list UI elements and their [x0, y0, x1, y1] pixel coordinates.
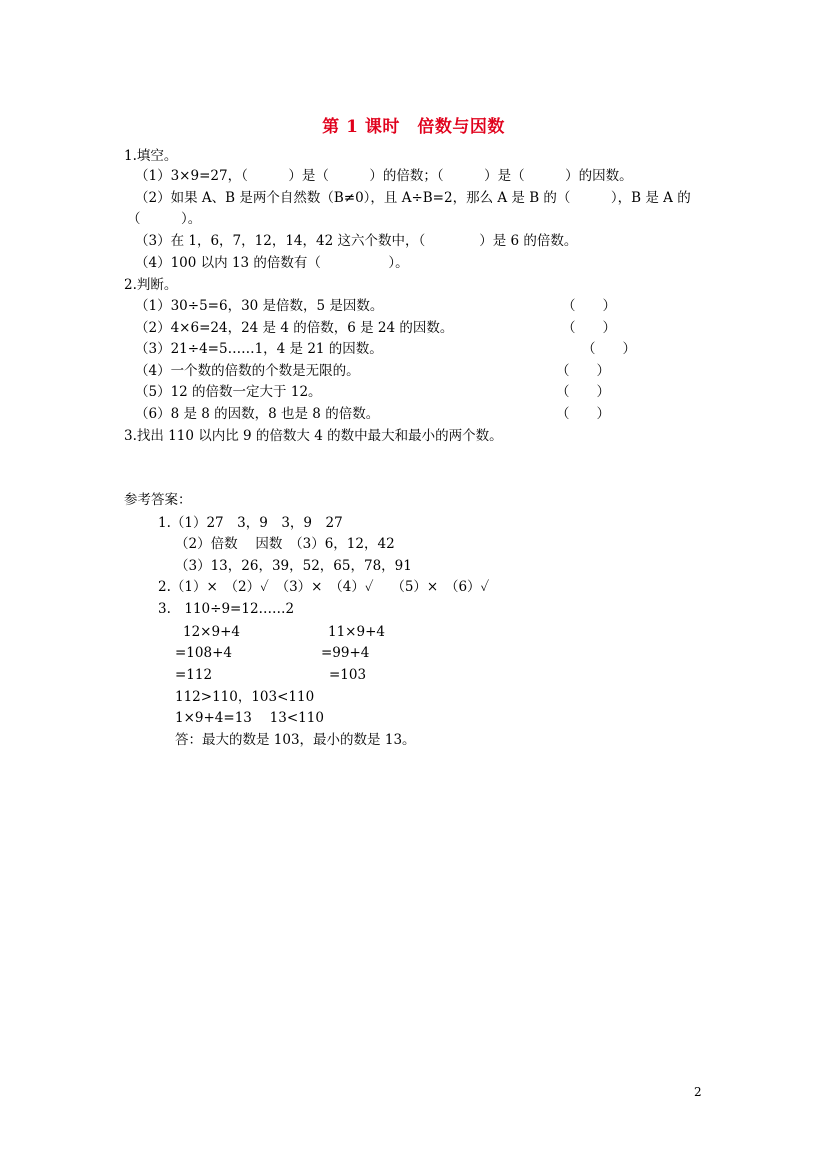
judge-answer-blank-1: （ ）	[562, 298, 616, 314]
judge-answer-blank-3: （ ）	[582, 341, 636, 357]
answer-1-line-2: （2）倍数 因数 （3）6，12，42	[175, 536, 395, 552]
calc-min-step-1: 11×9+4	[328, 624, 385, 640]
calc-max-step-3: =112	[175, 667, 213, 683]
fill-question-2a: （2）如果 A、B 是两个自然数（B≠0），且 A÷B=2，那么 A 是 B 的（ ），B 是 A 的	[135, 190, 691, 206]
judge-item-3: （3）21÷4=5……1，4 是 21 的因数。	[135, 341, 383, 357]
answer-2: 2.（1）× （2）✓ （3）× （4）✓ （5）× （6）✓	[158, 579, 490, 595]
answer-conclusion: 答：最大的数是 103，最小的数是 13。	[175, 732, 416, 748]
answer-smallest-check: 1×9+4=13 13<110	[175, 710, 324, 726]
judge-answer-blank-5: （ ）	[556, 384, 610, 400]
page-title: 第 1 课时 倍数与因数	[322, 117, 505, 137]
judge-answer-blank-2: （ ）	[562, 320, 616, 336]
judge-item-4: （4）一个数的倍数的个数是无限的。	[135, 363, 360, 379]
calc-min-step-3: =103	[329, 667, 367, 683]
fill-question-1: （1）3×9=27，（ ）是（ ）的倍数；（ ）是（ ）的因数。	[135, 168, 633, 184]
judge-item-1: （1）30÷5=6，30 是倍数，5 是因数。	[135, 298, 384, 314]
fill-question-4: （4）100 以内 13 的倍数有（ ）。	[135, 255, 409, 271]
answers-heading: 参考答案：	[124, 492, 192, 508]
calc-max-step-2: =108+4	[175, 645, 232, 661]
page-number: 2	[694, 1085, 702, 1099]
calc-min-step-2: =99+4	[321, 645, 370, 661]
answer-comparison: 112>110，103<110	[175, 689, 315, 705]
section1-heading: 1.填空。	[124, 148, 178, 164]
judge-answer-blank-6: （ ）	[556, 406, 610, 422]
judge-answer-blank-4: （ ）	[556, 363, 610, 379]
answer-3-division: 3. 110÷9=12……2	[158, 601, 295, 617]
judge-item-2: （2）4×6=24，24 是 4 的倍数，6 是 24 的因数。	[135, 320, 454, 336]
judge-item-5: （5）12 的倍数一定大于 12。	[135, 384, 322, 400]
answer-1-line-1: 1.（1）27 3，9 3，9 27	[158, 515, 343, 531]
judge-item-6: （6）8 是 8 的因数，8 也是 8 的倍数。	[135, 406, 380, 422]
answer-1-line-3: （3）13，26，39，52，65，78，91	[175, 558, 412, 574]
calc-max-step-1: 12×9+4	[183, 624, 240, 640]
fill-question-3: （3）在 1，6，7，12，14，42 这六个数中，（ ）是 6 的倍数。	[135, 233, 578, 249]
section2-heading: 2.判断。	[124, 277, 178, 293]
section3-question: 3.找出 110 以内比 9 的倍数大 4 的数中最大和最小的两个数。	[124, 428, 503, 444]
fill-question-2b: （ ）。	[127, 211, 202, 227]
